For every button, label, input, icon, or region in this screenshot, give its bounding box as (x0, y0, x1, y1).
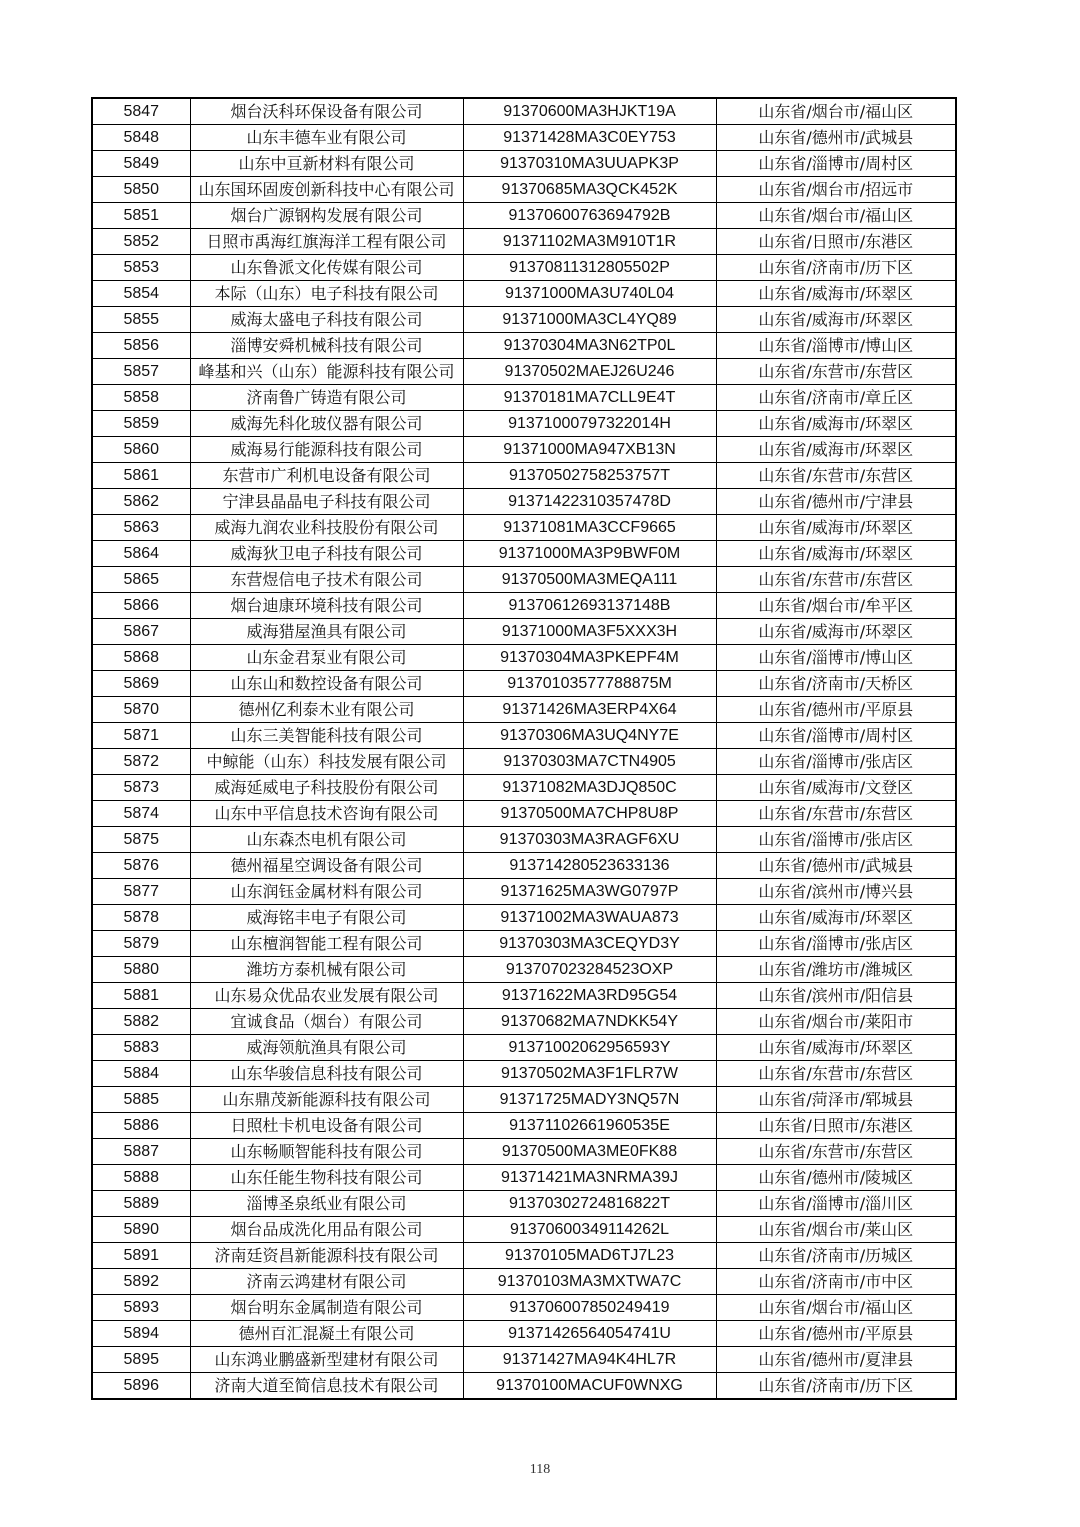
region: 山东省/济南市/历下区 (716, 1373, 956, 1400)
credit-code: 91371000MA3P9BWF0M (463, 541, 716, 567)
row-number: 5875 (92, 827, 190, 853)
row-number: 5890 (92, 1217, 190, 1243)
credit-code: 91370304MA3PKEPF4M (463, 645, 716, 671)
company-name: 山东鸿业鹏盛新型建材有限公司 (190, 1347, 463, 1373)
credit-code: 91371102MA3M910T1R (463, 229, 716, 255)
credit-code: 91371422310357478D (463, 489, 716, 515)
row-number: 5864 (92, 541, 190, 567)
company-name: 济南大道至简信息技术有限公司 (190, 1373, 463, 1400)
company-name: 山东鲁派文化传媒有限公司 (190, 255, 463, 281)
table-row (92, 203, 956, 229)
company-name: 威海猎屋渔具有限公司 (190, 619, 463, 645)
region: 山东省/烟台市/福山区 (716, 203, 956, 229)
company-name: 山东丰德车业有限公司 (190, 125, 463, 151)
row-number: 5870 (92, 697, 190, 723)
table-row (92, 905, 956, 931)
table-row (92, 1295, 956, 1321)
table-row (92, 827, 956, 853)
region: 山东省/德州市/武城县 (716, 125, 956, 151)
credit-code: 91370682MA7NDKK54Y (463, 1009, 716, 1035)
table-row (92, 411, 956, 437)
row-number: 5892 (92, 1269, 190, 1295)
table-row (92, 1321, 956, 1347)
credit-code: 91371426564054741U (463, 1321, 716, 1347)
table-row (92, 151, 956, 177)
table-row (92, 255, 956, 281)
company-name: 德州百汇混凝土有限公司 (190, 1321, 463, 1347)
row-number: 5872 (92, 749, 190, 775)
company-name: 山东任能生物科技有限公司 (190, 1165, 463, 1191)
credit-code: 91371000MA3U740L04 (463, 281, 716, 307)
company-name: 淄博圣泉纸业有限公司 (190, 1191, 463, 1217)
row-number: 5866 (92, 593, 190, 619)
row-number: 5855 (92, 307, 190, 333)
row-number: 5894 (92, 1321, 190, 1347)
credit-code: 91371427MA94K4HL7R (463, 1347, 716, 1373)
company-name: 山东华骏信息科技有限公司 (190, 1061, 463, 1087)
table-row (92, 359, 956, 385)
credit-code: 91371081MA3CCF9665 (463, 515, 716, 541)
company-name: 济南廷资昌新能源科技有限公司 (190, 1243, 463, 1269)
table-row (92, 957, 956, 983)
table-row (92, 463, 956, 489)
credit-code: 91371002MA3WAUA873 (463, 905, 716, 931)
region: 山东省/德州市/宁津县 (716, 489, 956, 515)
row-number: 5862 (92, 489, 190, 515)
company-name: 潍坊方泰机械有限公司 (190, 957, 463, 983)
row-number: 5888 (92, 1165, 190, 1191)
credit-code: 91371725MADY3NQ57N (463, 1087, 716, 1113)
row-number: 5848 (92, 125, 190, 151)
company-name: 日照市禹海红旗海洋工程有限公司 (190, 229, 463, 255)
region: 山东省/东营市/东营区 (716, 1139, 956, 1165)
region: 山东省/烟台市/牟平区 (716, 593, 956, 619)
region: 山东省/威海市/环翠区 (716, 307, 956, 333)
company-name: 山东鼎茂新能源科技有限公司 (190, 1087, 463, 1113)
company-registry-table (91, 97, 957, 1400)
table-row (92, 229, 956, 255)
company-name: 威海易行能源科技有限公司 (190, 437, 463, 463)
row-number: 5889 (92, 1191, 190, 1217)
table-row (92, 489, 956, 515)
credit-code: 91371002062956593Y (463, 1035, 716, 1061)
credit-code: 91370600763694792B (463, 203, 716, 229)
credit-code: 91370100MACUF0WNXG (463, 1373, 716, 1400)
table-row (92, 619, 956, 645)
region: 山东省/滨州市/阳信县 (716, 983, 956, 1009)
table-row (92, 775, 956, 801)
region: 山东省/淄博市/博山区 (716, 333, 956, 359)
company-name: 山东檀润智能工程有限公司 (190, 931, 463, 957)
company-name: 东营煜信电子技术有限公司 (190, 567, 463, 593)
row-number: 5893 (92, 1295, 190, 1321)
table-row (92, 671, 956, 697)
region: 山东省/济南市/天桥区 (716, 671, 956, 697)
row-number: 5887 (92, 1139, 190, 1165)
table-row (92, 333, 956, 359)
credit-code: 91370103577788875M (463, 671, 716, 697)
credit-code: 91371000797322014H (463, 411, 716, 437)
company-name: 威海延威电子科技股份有限公司 (190, 775, 463, 801)
company-name: 济南云鸿建材有限公司 (190, 1269, 463, 1295)
company-name: 德州福星空调设备有限公司 (190, 853, 463, 879)
company-name: 威海领航渔具有限公司 (190, 1035, 463, 1061)
page-number: 118 (529, 1462, 551, 1477)
region: 山东省/淄博市/张店区 (716, 931, 956, 957)
region: 山东省/东营市/东营区 (716, 1061, 956, 1087)
region: 山东省/德州市/平原县 (716, 1321, 956, 1347)
row-number: 5861 (92, 463, 190, 489)
region: 山东省/淄博市/博山区 (716, 645, 956, 671)
row-number: 5881 (92, 983, 190, 1009)
region: 山东省/烟台市/福山区 (716, 1295, 956, 1321)
row-number: 5847 (92, 98, 190, 125)
row-number: 5849 (92, 151, 190, 177)
company-name: 本际（山东）电子科技有限公司 (190, 281, 463, 307)
row-number: 5867 (92, 619, 190, 645)
table-row (92, 1165, 956, 1191)
region: 山东省/济南市/历城区 (716, 1243, 956, 1269)
row-number: 5851 (92, 203, 190, 229)
region: 山东省/东营市/东营区 (716, 359, 956, 385)
table-row (92, 515, 956, 541)
table-row (92, 1269, 956, 1295)
table-row (92, 645, 956, 671)
credit-code: 91371000MA947XB13N (463, 437, 716, 463)
table-row (92, 385, 956, 411)
table-row (92, 98, 956, 125)
company-name: 山东三美智能科技有限公司 (190, 723, 463, 749)
region: 山东省/淄博市/周村区 (716, 723, 956, 749)
region: 山东省/烟台市/福山区 (716, 98, 956, 125)
table-row (92, 697, 956, 723)
row-number: 5891 (92, 1243, 190, 1269)
region: 山东省/淄博市/周村区 (716, 151, 956, 177)
row-number: 5852 (92, 229, 190, 255)
credit-code: 91371000MA3CL4YQ89 (463, 307, 716, 333)
row-number: 5895 (92, 1347, 190, 1373)
table-row (92, 1347, 956, 1373)
credit-code: 91371625MA3WG0797P (463, 879, 716, 905)
table-row (92, 853, 956, 879)
credit-code: 91370502758253757T (463, 463, 716, 489)
row-number: 5859 (92, 411, 190, 437)
company-name: 烟台沃科环保设备有限公司 (190, 98, 463, 125)
company-name: 宜诚食品（烟台）有限公司 (190, 1009, 463, 1035)
table-row (92, 1087, 956, 1113)
region: 山东省/济南市/历下区 (716, 255, 956, 281)
region: 山东省/德州市/陵城区 (716, 1165, 956, 1191)
table-row (92, 593, 956, 619)
row-number: 5854 (92, 281, 190, 307)
region: 山东省/德州市/夏津县 (716, 1347, 956, 1373)
region: 山东省/东营市/东营区 (716, 567, 956, 593)
company-name: 威海九润农业科技股份有限公司 (190, 515, 463, 541)
credit-code: 91370303MA3CEQYD3Y (463, 931, 716, 957)
region: 山东省/烟台市/莱阳市 (716, 1009, 956, 1035)
region: 山东省/济南市/市中区 (716, 1269, 956, 1295)
company-name: 烟台迪康环境科技有限公司 (190, 593, 463, 619)
credit-code: 91370600MA3HJKT19A (463, 98, 716, 125)
company-name: 山东畅顺智能科技有限公司 (190, 1139, 463, 1165)
region: 山东省/威海市/环翠区 (716, 1035, 956, 1061)
company-name: 烟台明东金属制造有限公司 (190, 1295, 463, 1321)
row-number: 5856 (92, 333, 190, 359)
row-number: 5868 (92, 645, 190, 671)
region: 山东省/威海市/环翠区 (716, 281, 956, 307)
company-name: 山东金君泵业有限公司 (190, 645, 463, 671)
company-name: 威海先科化玻仪器有限公司 (190, 411, 463, 437)
company-name: 淄博安舜机械科技有限公司 (190, 333, 463, 359)
region: 山东省/威海市/环翠区 (716, 437, 956, 463)
table-row (92, 1061, 956, 1087)
table-row (92, 879, 956, 905)
row-number: 5879 (92, 931, 190, 957)
region: 山东省/菏泽市/郓城县 (716, 1087, 956, 1113)
company-name: 山东森杰电机有限公司 (190, 827, 463, 853)
table-row (92, 983, 956, 1009)
row-number: 5863 (92, 515, 190, 541)
company-name: 山东国环固废创新科技中心有限公司 (190, 177, 463, 203)
region: 山东省/烟台市/莱山区 (716, 1217, 956, 1243)
table-row (92, 931, 956, 957)
row-number: 5880 (92, 957, 190, 983)
company-name: 山东中亘新材料有限公司 (190, 151, 463, 177)
credit-code: 91371622MA3RD95G54 (463, 983, 716, 1009)
credit-code: 91371082MA3DJQ850C (463, 775, 716, 801)
company-name: 威海铭丰电子有限公司 (190, 905, 463, 931)
table-body (92, 98, 956, 1399)
row-number: 5871 (92, 723, 190, 749)
table-row (92, 567, 956, 593)
credit-code: 91370105MAD6TJ7L23 (463, 1243, 716, 1269)
region: 山东省/日照市/东港区 (716, 229, 956, 255)
credit-code: 91370600349114262L (463, 1217, 716, 1243)
row-number: 5878 (92, 905, 190, 931)
credit-code: 913707023284523OXP (463, 957, 716, 983)
company-name: 峰基和兴（山东）能源科技有限公司 (190, 359, 463, 385)
table-row (92, 1191, 956, 1217)
region: 山东省/滨州市/博兴县 (716, 879, 956, 905)
table-row (92, 749, 956, 775)
table-row (92, 723, 956, 749)
company-name: 宁津县晶晶电子科技有限公司 (190, 489, 463, 515)
credit-code: 91370811312805502P (463, 255, 716, 281)
credit-code: 91370500MA7CHP8U8P (463, 801, 716, 827)
table-row (92, 177, 956, 203)
table-row (92, 1009, 956, 1035)
table-row (92, 1113, 956, 1139)
credit-code: 91370303MA7CTN4905 (463, 749, 716, 775)
row-number: 5857 (92, 359, 190, 385)
row-number: 5885 (92, 1087, 190, 1113)
region: 山东省/威海市/环翠区 (716, 411, 956, 437)
credit-code: 91370103MA3MXTWA7C (463, 1269, 716, 1295)
region: 山东省/济南市/章丘区 (716, 385, 956, 411)
table-row (92, 307, 956, 333)
credit-code: 91370303MA3RAGF6XU (463, 827, 716, 853)
row-number: 5858 (92, 385, 190, 411)
company-name: 烟台品成洗化用品有限公司 (190, 1217, 463, 1243)
table-row (92, 125, 956, 151)
row-number: 5873 (92, 775, 190, 801)
region: 山东省/淄博市/张店区 (716, 827, 956, 853)
region: 山东省/德州市/平原县 (716, 697, 956, 723)
row-number: 5883 (92, 1035, 190, 1061)
company-name: 山东山和数控设备有限公司 (190, 671, 463, 697)
region: 山东省/东营市/东营区 (716, 463, 956, 489)
region: 山东省/潍坊市/潍城区 (716, 957, 956, 983)
row-number: 5853 (92, 255, 190, 281)
credit-code: 91371102661960535E (463, 1113, 716, 1139)
credit-code: 91371000MA3F5XXX3H (463, 619, 716, 645)
region: 山东省/淄博市/张店区 (716, 749, 956, 775)
company-name: 山东润钰金属材料有限公司 (190, 879, 463, 905)
credit-code: 91370502MA3F1FLR7W (463, 1061, 716, 1087)
row-number: 5860 (92, 437, 190, 463)
region: 山东省/德州市/武城县 (716, 853, 956, 879)
credit-code: 913706007850249419 (463, 1295, 716, 1321)
region: 山东省/日照市/东港区 (716, 1113, 956, 1139)
company-name: 山东中平信息技术咨询有限公司 (190, 801, 463, 827)
region: 山东省/威海市/文登区 (716, 775, 956, 801)
credit-code: 91370685MA3QCK452K (463, 177, 716, 203)
company-name: 中鲸能（山东）科技发展有限公司 (190, 749, 463, 775)
table-row (92, 1217, 956, 1243)
region: 山东省/淄博市/淄川区 (716, 1191, 956, 1217)
credit-code: 91370500MA3ME0FK88 (463, 1139, 716, 1165)
credit-code: 91370310MA3UUAPK3P (463, 151, 716, 177)
table-row (92, 541, 956, 567)
company-name: 山东易众优品农业发展有限公司 (190, 983, 463, 1009)
credit-code: 91371421MA3NRMA39J (463, 1165, 716, 1191)
company-name: 德州亿利泰木业有限公司 (190, 697, 463, 723)
table-row (92, 281, 956, 307)
credit-code: 91370612693137148B (463, 593, 716, 619)
row-number: 5850 (92, 177, 190, 203)
region: 山东省/东营市/东营区 (716, 801, 956, 827)
table-row (92, 801, 956, 827)
row-number: 5896 (92, 1373, 190, 1400)
row-number: 5869 (92, 671, 190, 697)
credit-code: 91370502MAEJ26U246 (463, 359, 716, 385)
region: 山东省/威海市/环翠区 (716, 905, 956, 931)
company-name: 威海太盛电子科技有限公司 (190, 307, 463, 333)
row-number: 5877 (92, 879, 190, 905)
credit-code: 91370181MA7CLL9E4T (463, 385, 716, 411)
region: 山东省/威海市/环翠区 (716, 619, 956, 645)
credit-code: 91370306MA3UQ4NY7E (463, 723, 716, 749)
credit-code: 91370304MA3N62TP0L (463, 333, 716, 359)
row-number: 5884 (92, 1061, 190, 1087)
region: 山东省/威海市/环翠区 (716, 515, 956, 541)
company-name: 烟台广源钢构发展有限公司 (190, 203, 463, 229)
row-number: 5865 (92, 567, 190, 593)
row-number: 5882 (92, 1009, 190, 1035)
credit-code: 91370302724816822T (463, 1191, 716, 1217)
table-row (92, 437, 956, 463)
credit-code: 913714280523633136 (463, 853, 716, 879)
company-name: 日照杜卡机电设备有限公司 (190, 1113, 463, 1139)
company-name: 威海狄卫电子科技有限公司 (190, 541, 463, 567)
credit-code: 91371426MA3ERP4X64 (463, 697, 716, 723)
company-name: 济南鲁广铸造有限公司 (190, 385, 463, 411)
region: 山东省/威海市/环翠区 (716, 541, 956, 567)
region: 山东省/烟台市/招远市 (716, 177, 956, 203)
table-row (92, 1139, 956, 1165)
credit-code: 91370500MA3MEQA111 (463, 567, 716, 593)
credit-code: 91371428MA3C0EY753 (463, 125, 716, 151)
row-number: 5874 (92, 801, 190, 827)
row-number: 5876 (92, 853, 190, 879)
company-name: 东营市广利机电设备有限公司 (190, 463, 463, 489)
table-row (92, 1035, 956, 1061)
table-row (92, 1373, 956, 1400)
row-number: 5886 (92, 1113, 190, 1139)
table-row (92, 1243, 956, 1269)
